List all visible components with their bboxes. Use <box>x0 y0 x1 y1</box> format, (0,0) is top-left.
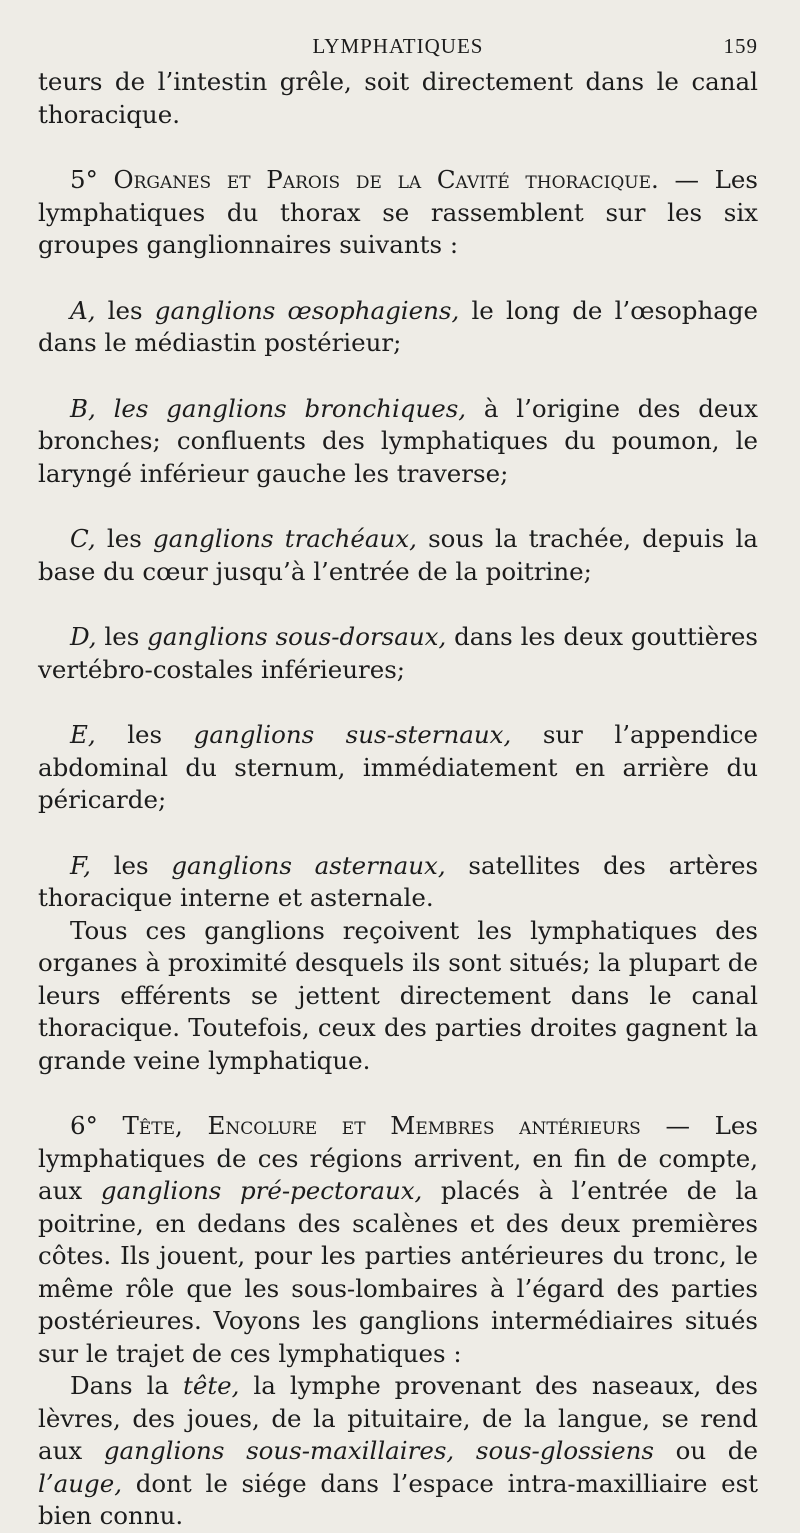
item-text: sous la trachée, depuis la base du cœur jusqu’à l’entrée de la poitrine; <box>38 524 758 586</box>
item-letter: D, <box>70 622 97 651</box>
item-text: satellites des artères thoracique interne et asternale. <box>38 850 759 912</box>
item-text: le long de l’œsophage dans le médiastin postérieur; <box>38 295 759 357</box>
paragraph-continuation: teurs de l’intestin grêle, soit directement dans le canal thoracique. <box>38 67 758 129</box>
section-6-heading: 6° Tête, Encolure et Membres antérieurs <box>70 1111 641 1140</box>
list-item-b <box>38 393 758 491</box>
item-letter: B, <box>70 393 96 423</box>
section-5-paragraph <box>38 164 758 262</box>
section-5-text: — Les lymphatiques du thorax se rassemblent sur les six groupes ganglionnaires suivants : <box>38 165 758 259</box>
item-letter: E, <box>70 720 96 749</box>
item-term: ganglions asternaux, <box>171 850 446 880</box>
header-title: LYMPHATIQUES <box>312 34 484 58</box>
section-6-paragraph: 6° Tête, Encolure et Membres antérieurs — Les lymphatiques de ces régions arrivent, en fin de compte, aux ganglions pré-pectoraux, placés à l’entrée de la poitrine, en dedans des scalènes et des deux premières côtes. Ils jouent, pour les parties antérieures du tronc, le même rôle que les sous-lombaires à l’égard des parties postérieures. Voyons les ganglions intermédiaires situés sur le trajet de ces lymphatiques : <box>38 1111 759 1368</box>
list-item-a: A, les ganglions œsophagiens, le long de l’œsophage dans le médiastin postérieur; <box>38 295 759 357</box>
paragraph-tous: Tous ces ganglions reçoivent les lymphatiques des organes à proximité desquels ils sont situés; la plupart de leurs efférents se jettent directement dans le canal thoracique. Toutefois, ceux des parties droites gagnent la grande veine lymphatique. <box>38 915 758 1075</box>
item-text: dans les deux gouttières vertébro-costales inférieures; <box>38 622 758 684</box>
paragraph-tete: Dans la tête, la lymphe provenant des naseaux, des lèvres, des joues, de la pituitaire, de la langue, se rend aux ganglions sous-maxillaires, sous-glossiens ou de l’auge, dont le siége dans l’espace intra-maxilliaire est bien connu. <box>38 1371 758 1530</box>
running-header <box>38 30 758 66</box>
item-term: ganglions sus-sternaux, <box>193 720 512 749</box>
item-term: ganglions sous-dorsaux, <box>147 622 447 651</box>
item-letter: F, <box>70 850 91 880</box>
section-5-heading: 5° Organes et Parois de la Cavité thoracique. <box>70 165 659 194</box>
list-item-d: D, les ganglions sous-dorsaux, dans les deux gouttières vertébro-costales inférieures; <box>38 622 758 684</box>
list-item-c: C, les ganglions trachéaux, sous la trachée, depuis la base du cœur jusqu’à l’entrée de la poitrine; <box>38 524 758 586</box>
item-text: sur l’appendice abdominal du sternum, immédiatement en arrière du péricarde; <box>38 720 759 814</box>
list-item-e: E, les ganglions sus-sternaux, sur l’appendice abdominal du sternum, immédiatement en arrière du péricarde; <box>38 720 759 814</box>
item-text: à l’origine des deux bronches; confluents des lymphatiques du poumon, le laryngé inférieur gauche les traverse; <box>38 393 759 488</box>
item-term: les ganglions bronchiques, <box>113 393 467 423</box>
page-number: 159 <box>723 34 758 58</box>
item-term: ganglions œsophagiens, <box>154 295 460 325</box>
list-item-f: F, les ganglions asternaux, satellites des artères thoracique interne et asternale. <box>38 850 759 912</box>
section-6-term: ganglions pré-pectoraux, <box>100 1176 423 1205</box>
item-term: ganglions trachéaux, <box>153 524 417 553</box>
item-letter: A, <box>70 295 96 325</box>
item-letter: C, <box>70 524 96 553</box>
